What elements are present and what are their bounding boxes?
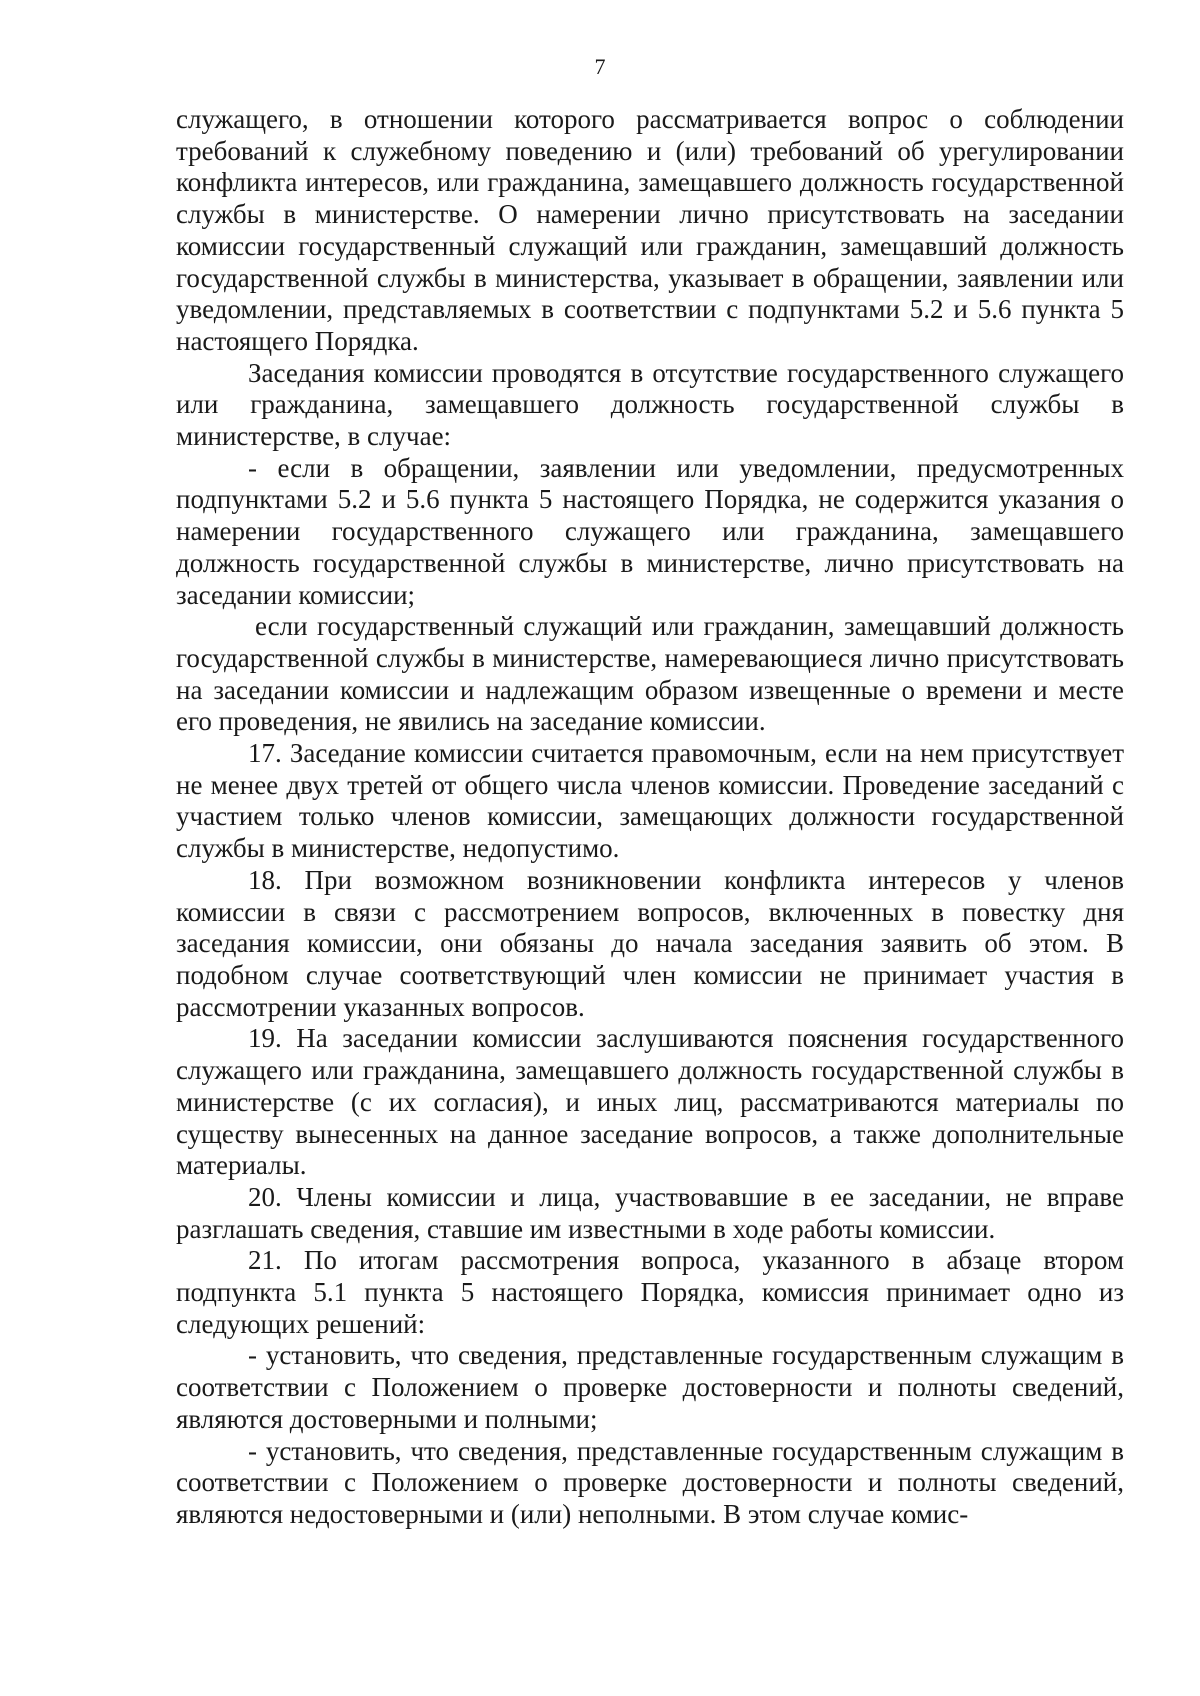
paragraph-absence-cases: Заседания комиссии проводятся в отсутствие государственного служащего или гражданина, замещавшего должность государственной службы в министерстве, в случае: <box>176 357 1124 452</box>
page-number: 7 <box>594 54 606 79</box>
paragraph-continuation: служащего, в отношении которого рассматривается вопрос о соблюдении требований к служебному поведению и (или) требований об урегулировании конфликта интересов, или гражданина, замещавшего должность государственной службы в министерстве. О намерении лично присутствовать на заседании комиссии государственный служащий или гражданин, замещавший должность государственной службы в министерства, указывает в обращении, заявлении или уведомлении, представляемых в соответствии с подпунктами 5.2 и 5.6 пункта 5 настоящего Порядка. <box>176 104 1124 356</box>
list-item-unreliable: - установить, что сведения, представленные государственным служащим в соответствии с Положением о проверке достоверности и полноты сведений, являются недостоверными и (или) неполными. В этом случае комис- <box>176 1435 1124 1529</box>
paragraph-18: 18. При возможном возникновении конфликта интересов у членов комиссии в связи с рассмотрением вопросов, включенных в повестку дня заседания комиссии, они обязаны до начала заседания заявить об этом. В подобном случае соответствующий член комиссии не принимает участия в рассмотрении указанных вопросов. <box>176 864 1124 1022</box>
paragraph-21: 21. По итогам рассмотрения вопроса, указанного в абзаце втором подпункта 5.1 пункта 5 настоящего Порядка, комиссия принимает одно из следующих решений: <box>176 1245 1124 1339</box>
paragraph-19: 19. На заседании комиссии заслушиваются пояснения государственного служащего или гражданина, замещавшего должность государственной службы в министерстве (с их согласия), и иных лиц, рассматриваются материалы по существу вынесенных на данное заседание вопросов, а также дополнительные материалы. <box>176 1023 1124 1181</box>
list-item-no-intention: - если в обращении, заявлении или уведомлении, предусмотренных подпунктами 5.2 и 5.6 пункта 5 настоящего Порядка, не содержится указания о намерении государственного служащего или гражданина, замещавшего должность государственной службы в министерстве, лично присутствовать на заседании комиссии; <box>176 452 1124 610</box>
paragraph-20: 20. Члены комиссии и лица, участвовавшие в ее заседании, не вправе разглашать сведения, ставшие им известными в ходе работы комиссии. <box>176 1181 1124 1244</box>
list-item-did-not-appear: если государственный служащий или гражданин, замещавший должность государственной службы в министерстве, намеревающиеся лично присутствовать на заседании комиссии и надлежащим образом извещенные о времени и месте его проведения, не явились на заседание комиссии. <box>176 611 1124 737</box>
list-item-reliable: - установить, что сведения, представленные государственным служащим в соответствии с Положением о проверке достоверности и полноты сведений, являются достоверными и полными; <box>176 1340 1124 1434</box>
paragraph-17: 17. Заседание комиссии считается правомочным, если на нем присутствует не менее двух третей от общего числа членов комиссии. Проведение заседаний с участием только членов комиссии, замещающих должности государственной службы в министерстве, недопустимо. <box>176 738 1124 864</box>
document-body <box>176 104 1124 1531</box>
